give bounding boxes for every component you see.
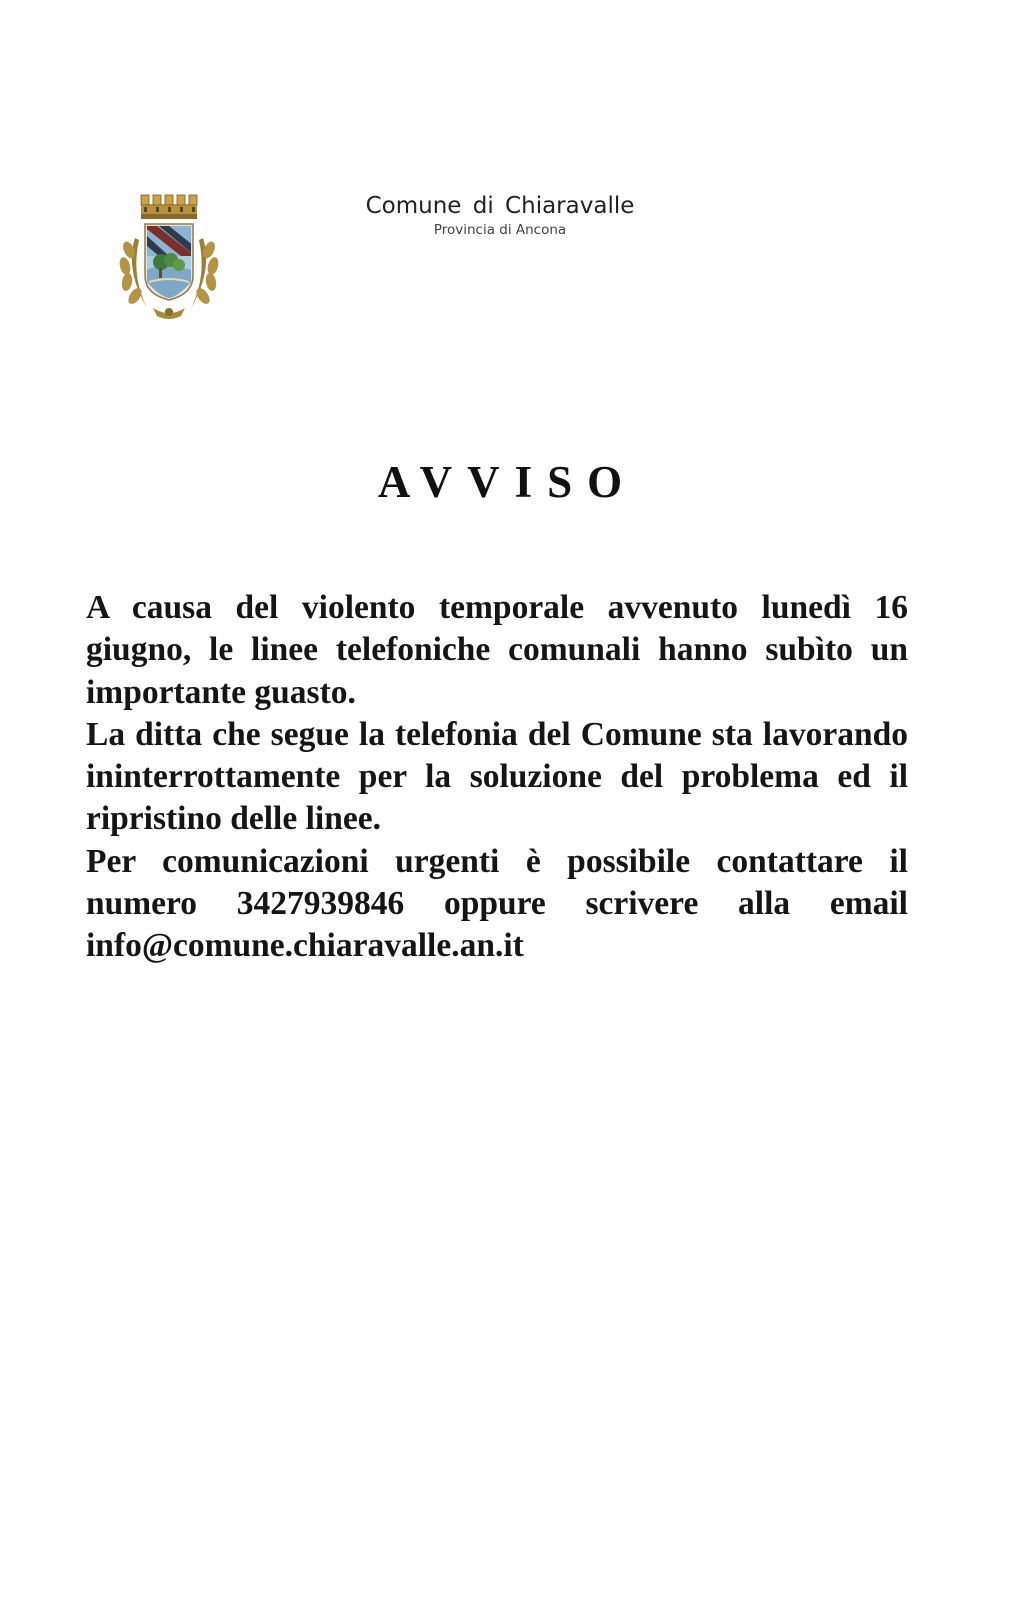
crown-icon [141, 195, 197, 219]
shield-icon [143, 224, 199, 300]
municipality-name: Comune di Chiaravalle [365, 193, 635, 219]
province-name: Provincia di Ancona [433, 222, 567, 238]
notice-paragraph-storm: A causa del violento temporale avvenuto lunedì 16 giugno, le linee telefoniche comunali hanno subìto un importante guasto. [86, 589, 908, 711]
notice-title: AVVISO [377, 457, 638, 507]
notice-paragraph-repair: La ditta che segue la telefonia del Comune sta lavorando ininterrottamente per la soluzione del problema ed il ripristino delle linee. [86, 715, 908, 838]
notice-body [86, 587, 908, 968]
coat-of-arms-icon [113, 190, 225, 326]
notice-paragraph-contact: Per comunicazioni urgenti è possibile contattare il numero 3427939846 oppure scrivere alla email info@comune.chiaravalle.an.it [86, 842, 908, 965]
letterhead [340, 192, 660, 239]
